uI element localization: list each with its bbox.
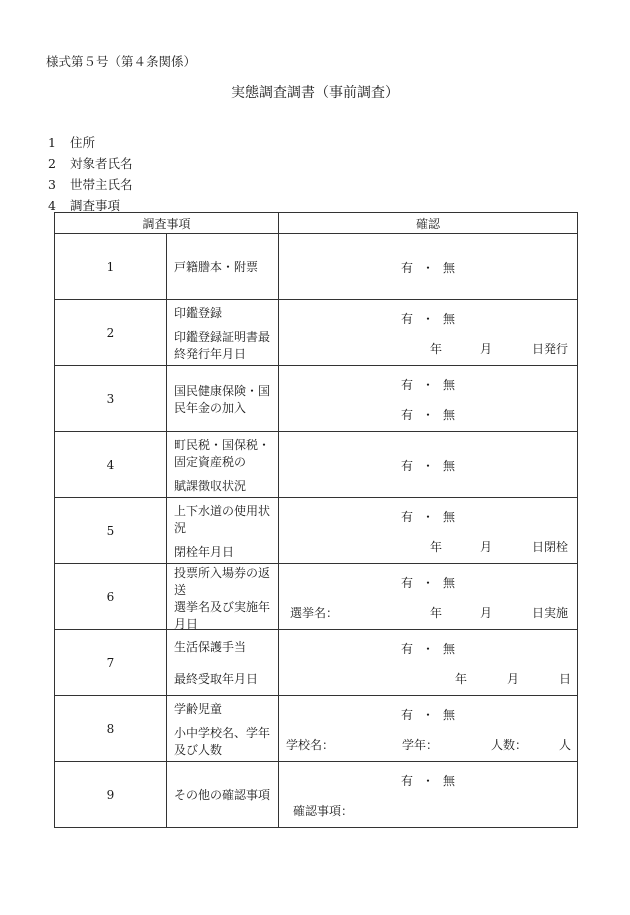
row-item — [167, 366, 279, 432]
day-label: 日発行 — [532, 342, 569, 356]
row-confirm — [279, 498, 578, 564]
item-text: 生活保護手当 — [174, 639, 247, 654]
yes-no-choice[interactable] — [279, 376, 577, 393]
row-confirm — [279, 564, 578, 630]
separator: ・ — [421, 642, 434, 656]
yes-option[interactable]: 有 — [400, 708, 413, 722]
yes-option[interactable]: 有 — [400, 642, 413, 656]
row-item — [167, 696, 279, 762]
row-confirm — [279, 432, 578, 498]
yes-no-choice[interactable] — [279, 772, 577, 789]
day-label: 日 — [559, 672, 572, 686]
table-row — [55, 432, 578, 498]
item-subtext: 閉栓年月日 — [174, 544, 235, 559]
yes-no-choice[interactable] — [279, 706, 577, 723]
item-number: 1 — [48, 135, 56, 150]
school-field[interactable] — [279, 736, 577, 752]
table-row — [55, 300, 578, 366]
yes-no-choice[interactable] — [279, 259, 577, 276]
row-item — [167, 234, 279, 300]
item-label: 調査事項 — [70, 198, 121, 213]
confirm-field[interactable] — [279, 802, 577, 818]
row-item — [167, 762, 279, 828]
yes-no-choice[interactable] — [279, 310, 577, 327]
item-number: 2 — [48, 156, 56, 171]
row-confirm — [279, 366, 578, 432]
no-option[interactable]: 無 — [443, 642, 456, 656]
confirm-item-label: 確認事項： — [293, 804, 354, 818]
yes-option[interactable]: 有 — [400, 774, 413, 788]
yes-no-choice[interactable] — [279, 508, 577, 525]
day-label: 日閉栓 — [532, 540, 569, 554]
date-field[interactable] — [279, 538, 577, 554]
row-item — [167, 630, 279, 696]
item-text: 印鑑登録 — [174, 305, 223, 320]
table-header-row — [55, 213, 578, 234]
item-text: その他の確認事項 — [174, 788, 271, 802]
item-subtext: 印鑑登録証明書最終発行年月日 — [174, 329, 271, 361]
no-option[interactable]: 無 — [443, 576, 456, 590]
row-confirm — [279, 300, 578, 366]
grade-label: 学年： — [402, 738, 439, 752]
list-item — [48, 175, 133, 196]
row-number: 6 — [55, 564, 167, 630]
table-row — [55, 366, 578, 432]
no-option[interactable]: 無 — [443, 261, 456, 275]
day-label: 日実施 — [532, 606, 569, 620]
header-confirm: 確認 — [279, 213, 578, 234]
separator: ・ — [421, 408, 434, 422]
item-text: 戸籍謄本・附票 — [174, 260, 259, 274]
row-item — [167, 432, 279, 498]
no-option[interactable]: 無 — [443, 708, 456, 722]
separator: ・ — [421, 312, 434, 326]
row-number: 3 — [55, 366, 167, 432]
row-item — [167, 564, 279, 630]
no-option[interactable]: 無 — [443, 774, 456, 788]
yes-no-choice[interactable] — [279, 574, 577, 591]
row-number: 8 — [55, 696, 167, 762]
item-number: 4 — [48, 198, 56, 213]
month-label: 月 — [480, 540, 493, 554]
date-field[interactable] — [279, 670, 577, 686]
separator: ・ — [421, 510, 434, 524]
no-option[interactable]: 無 — [443, 312, 456, 326]
row-number: 4 — [55, 432, 167, 498]
year-label: 年 — [430, 342, 443, 356]
separator: ・ — [421, 261, 434, 275]
yes-no-choice[interactable] — [279, 640, 577, 657]
yes-no-choice[interactable] — [279, 406, 577, 423]
row-confirm — [279, 762, 578, 828]
election-field[interactable] — [279, 604, 577, 620]
table-row — [55, 234, 578, 300]
row-number: 5 — [55, 498, 167, 564]
page-title: 実態調査調書（事前調査） — [231, 85, 399, 101]
date-field[interactable] — [279, 340, 577, 356]
yes-option[interactable]: 有 — [400, 459, 413, 473]
yes-no-choice[interactable] — [279, 457, 577, 474]
separator: ・ — [421, 459, 434, 473]
row-item — [167, 300, 279, 366]
row-number: 1 — [55, 234, 167, 300]
yes-option[interactable]: 有 — [400, 408, 413, 422]
separator: ・ — [421, 378, 434, 392]
yes-option[interactable]: 有 — [400, 510, 413, 524]
item-number: 3 — [48, 177, 56, 192]
table-row — [55, 696, 578, 762]
yes-option[interactable]: 有 — [400, 576, 413, 590]
yes-option[interactable]: 有 — [400, 378, 413, 392]
item-subtext: 最終受取年月日 — [174, 672, 259, 687]
yes-option[interactable]: 有 — [400, 312, 413, 326]
row-confirm — [279, 630, 578, 696]
month-label: 月 — [480, 606, 493, 620]
month-label: 月 — [507, 672, 520, 686]
item-text: 国民健康保険・国民年金の加入 — [174, 383, 271, 415]
election-name-label: 選挙名： — [290, 606, 339, 620]
header-item: 調査事項 — [55, 213, 279, 234]
item-label: 住所 — [70, 135, 96, 150]
row-number: 9 — [55, 762, 167, 828]
item-text: 町民税・国保税・固定資産税の — [174, 437, 271, 469]
separator: ・ — [421, 708, 434, 722]
form-number: 様式第５号（第４条関係） — [46, 54, 197, 69]
item-text: 上下水道の使用状況 — [174, 503, 271, 535]
separator: ・ — [421, 576, 434, 590]
item-text: 投票所入場券の返送 — [174, 566, 271, 597]
table-row — [55, 762, 578, 828]
item-subtext: 小中学校名、学年及び人数 — [174, 725, 271, 757]
month-label: 月 — [480, 342, 493, 356]
year-label: 年 — [455, 672, 468, 686]
table-row — [55, 630, 578, 696]
count-label: 人数： — [491, 738, 528, 752]
table-row — [55, 564, 578, 630]
no-option[interactable]: 無 — [443, 459, 456, 473]
year-label: 年 — [430, 540, 443, 554]
separator: ・ — [421, 774, 434, 788]
table-row — [55, 498, 578, 564]
survey-table — [54, 212, 578, 828]
yes-option[interactable]: 有 — [400, 261, 413, 275]
item-subtext: 賦課徴収状況 — [174, 478, 247, 493]
item-list — [48, 133, 133, 217]
item-label: 世帯主氏名 — [70, 177, 133, 192]
no-option[interactable]: 無 — [443, 510, 456, 524]
person-label: 人 — [559, 738, 572, 752]
list-item — [48, 133, 133, 154]
row-number: 7 — [55, 630, 167, 696]
row-confirm — [279, 234, 578, 300]
item-text: 学齢児童 — [174, 701, 223, 716]
item-label: 対象者氏名 — [70, 156, 133, 171]
row-number: 2 — [55, 300, 167, 366]
no-option[interactable]: 無 — [443, 378, 456, 392]
row-confirm — [279, 696, 578, 762]
row-item — [167, 498, 279, 564]
list-item — [48, 154, 133, 175]
no-option[interactable]: 無 — [443, 408, 456, 422]
item-subtext: 選挙名及び実施年月日 — [174, 600, 271, 631]
year-label: 年 — [430, 606, 443, 620]
school-name-label: 学校名： — [286, 738, 335, 752]
